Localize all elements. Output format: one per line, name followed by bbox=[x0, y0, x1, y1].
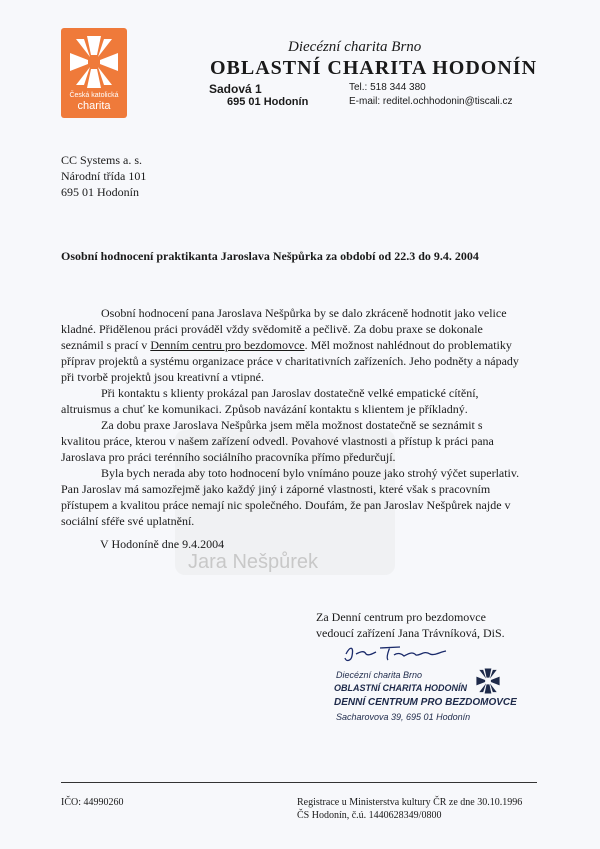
paragraph-1-start: Osobní hodnocení pana Jaroslava Nešpůrka by se dalo zkráceně hodnotit jako velice kladné. Přidělenou práci prováděl vždy svědomitě a pečlivě. Za dobu praxe se dokonale seznámil s prací v bbox=[61, 306, 507, 352]
paragraph-1 bbox=[61, 305, 523, 385]
signatory-line1: Za Denní centrum pro bezdomovce bbox=[316, 610, 486, 624]
paragraph-3: Za dobu praxe Jaroslava Nešpůrka jsem měla možnost dostatečně se seznámit s kvalitou práce, kterou v našem zařízení odvedl. Povahové vlastnosti a přístup k práci pana Jaroslava pro práci terénního sociálního pracovníka přímo předurčují. bbox=[61, 418, 494, 464]
footer-ico: IČO: 44990260 bbox=[61, 797, 124, 808]
footer-registration: Registrace u Ministerstva kultury ČR ze dne 30.10.1996 bbox=[297, 797, 523, 808]
charity-cross-icon bbox=[68, 33, 120, 91]
header-organization: Diecézní charita Brno bbox=[288, 39, 422, 55]
letter-body bbox=[61, 305, 523, 529]
stamp-line4: Sacharovova 39, 695 01 Hodonín bbox=[336, 712, 471, 722]
letter-subject: Osobní hodnocení praktikanta Jaroslava Nešpůrka za období od 22.3 do 9.4. 2004 bbox=[61, 249, 479, 263]
logo-text-line1: Česká katolická bbox=[69, 92, 119, 99]
header-city: 695 01 Hodonín bbox=[227, 96, 309, 108]
place-date: V Hodoníně dne 9.4.2004 bbox=[100, 537, 225, 551]
logo-text-line2: charita bbox=[77, 100, 111, 112]
recipient-line1: CC Systems a. s. bbox=[61, 153, 143, 167]
stamp-line1: Diecézní charita Brno bbox=[336, 670, 423, 680]
signatory-line2: vedoucí zařízení Jana Trávníková, DiS. bbox=[316, 626, 505, 640]
handwritten-signature bbox=[342, 642, 452, 664]
paragraph-1-underlined: Denním centru pro bezdomovce bbox=[150, 338, 305, 352]
recipient-line2: Národní třída 101 bbox=[61, 169, 147, 183]
stamp-cross-icon bbox=[475, 667, 501, 695]
paragraph-2: Při kontaktu s klienty prokázal pan Jaroslav dostatečně velké empatické cítění, altruismus a chuť ke komunikaci. Způsob navázání kontaktu s klientem je příkladný. bbox=[61, 386, 479, 416]
header-title: OBLASTNÍ CHARITA HODONÍN bbox=[210, 57, 538, 79]
recipient-line3: 695 01 Hodonín bbox=[61, 185, 139, 199]
header-phone: Tel.: 518 344 380 bbox=[349, 82, 426, 93]
header-street: Sadová 1 bbox=[209, 82, 262, 96]
footer-divider bbox=[61, 782, 537, 783]
footer-bank: ČS Hodonín, č.ú. 1440628349/0800 bbox=[297, 810, 442, 821]
stamp-line2: OBLASTNÍ CHARITA HODONÍN bbox=[334, 683, 467, 693]
paragraph-1-end: . Měl možnost nahlédnout do problematiky příprav projektů a systému organizace práce v charitativních zařízeních. Jeho podněty a nápady při tvorbě projektů jsou kreativní a vtipné. bbox=[61, 338, 519, 384]
watermark-text: Jara Nešpůrek bbox=[188, 551, 319, 573]
stamp-line3: DENNÍ CENTRUM PRO BEZDOMOVCE bbox=[334, 697, 517, 708]
recipient-address bbox=[61, 152, 146, 200]
header-email: E-mail: reditel.ochhodonin@tiscali.cz bbox=[349, 96, 513, 107]
paragraph-4: Byla bych nerada aby toto hodnocení bylo vnímáno pouze jako strohý výčet superlativ. Pan Jaroslav má samozřejmě jako každý jiný i záporné vlastnosti, které však s pracovním přístupem a kvalitou práce nemají nic společného. Doufám, že pan Jaroslav Nešpůrek najde v sociální sféře své uplatnění. bbox=[61, 466, 520, 528]
charity-logo bbox=[61, 28, 127, 118]
